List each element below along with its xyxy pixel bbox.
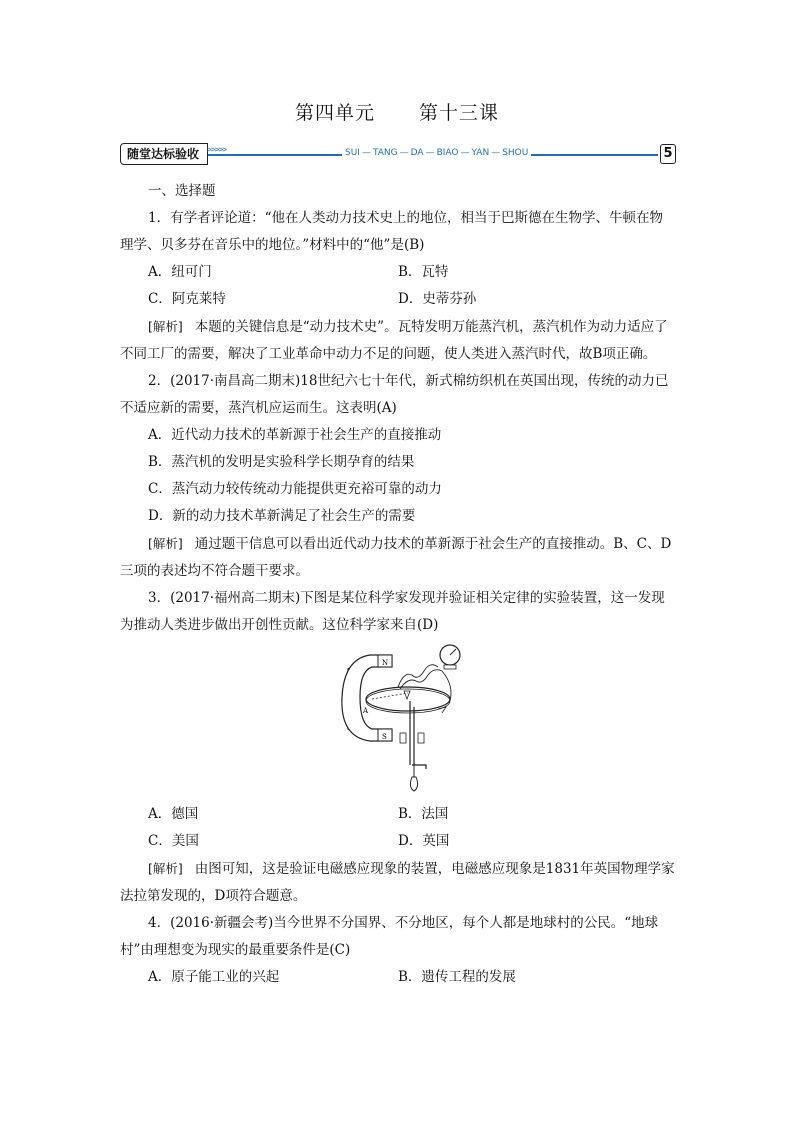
question-3-options-row	[120, 801, 676, 828]
analysis-text: 由图可知，这是验证电磁感应现象的装置，电磁感应现象是1831年英国物理学家法拉第发现的，D项符合题意。	[120, 861, 675, 904]
option: B．蒸汽机的发明是实验科学长期孕育的结果	[148, 454, 415, 470]
faraday-disk-illustration	[338, 641, 468, 797]
question-4-options-row	[120, 964, 676, 991]
section-banner	[120, 143, 680, 165]
question-4-stem: 4．(2016·新疆会考)当今世界不分国界、不分地区，每个人都是地球村的公民。“地球村”由理想变为现实的最重要条件是(C)	[120, 915, 659, 958]
pinyin-syllable: YAN	[471, 148, 490, 158]
label-n: N	[382, 659, 389, 667]
question-1-options-row	[120, 286, 676, 313]
option: C．美国	[148, 833, 199, 849]
option: C．阿克莱特	[148, 291, 226, 307]
section-heading: 一、选择题	[148, 183, 216, 199]
option: D．英国	[398, 833, 450, 849]
option: D．新的动力技术革新满足了社会生产的需要	[148, 508, 416, 524]
option: A．德国	[148, 806, 199, 822]
experiment-figure	[120, 641, 676, 797]
pinyin-syllable: TANG	[372, 148, 398, 158]
banner-number: 5	[660, 144, 676, 164]
banner-arrows: >>>>>	[207, 145, 227, 154]
analysis-text: 本题的关键信息是“动力技术史”。瓦特发明万能蒸汽机，蒸汽机作为动力适应了不同工厂的需要，解决了工业革命中动力不足的问题，使人类进入蒸汽时代，故B项正确。	[120, 319, 668, 362]
option: A．纽可门	[148, 264, 212, 280]
analysis-tag: [解析]	[148, 861, 183, 876]
label-s: S	[382, 733, 387, 741]
question-1-stem: 1．有学者评论道：“他在人类动力技术史上的地位，相当于巴斯德在生物学、牛顿在物理学、贝多芬在音乐中的地位。”材料中的“他”是(B)	[120, 210, 663, 253]
analysis-tag: [解析]	[148, 536, 183, 551]
option: B．法国	[398, 806, 449, 822]
banner-pinyin: SUI — TANG — DA — BIAO — YAN — SHOU	[342, 148, 531, 158]
option: D．史蒂芬孙	[398, 291, 477, 307]
pinyin-syllable: SHOU	[502, 148, 529, 158]
question-2-stem: 2．(2017·南昌高二期末)18世纪六七十年代，新式棉纺织机在英国出现，传统的动力已不适应新的需要，蒸汽机应运而生。这表明(A)	[120, 373, 669, 416]
lesson-title: 第十三课	[419, 102, 500, 124]
analysis-text: 通过题干信息可以看出近代动力技术的革新源于社会生产的直接推动。B、C、D三项的表述均不符合题干要求。	[120, 536, 672, 579]
label-a: A	[363, 707, 369, 715]
option: B．瓦特	[398, 264, 449, 280]
unit-title: 第四单元	[294, 102, 375, 124]
page-title	[0, 98, 794, 125]
banner-tag: 随堂达标验收	[120, 143, 208, 165]
question-3-options-row	[120, 828, 676, 855]
option: C．蒸汽动力较传统动力能提供更充裕可靠的动力	[148, 481, 442, 497]
question-content	[120, 178, 676, 991]
question-3-analysis	[120, 855, 676, 910]
option: A．近代动力技术的革新源于社会生产的直接推动	[148, 427, 442, 443]
pinyin-syllable: BIAO	[436, 148, 459, 158]
option: B．遗传工程的发展	[398, 969, 516, 985]
question-1-options-row	[120, 259, 676, 286]
analysis-tag: [解析]	[148, 319, 183, 334]
option: A．原子能工业的兴起	[148, 969, 280, 985]
question-1-analysis	[120, 313, 676, 368]
pinyin-syllable: DA	[410, 148, 424, 158]
pinyin-syllable: SUI	[345, 148, 360, 158]
question-3-stem: 3．(2017·福州高二期末)下图是某位科学家发现并验证相关定律的实验装置，这一发现为推动人类进步做出开创性贡献。这位科学家来自(D)	[120, 590, 665, 633]
question-2-analysis	[120, 530, 676, 585]
